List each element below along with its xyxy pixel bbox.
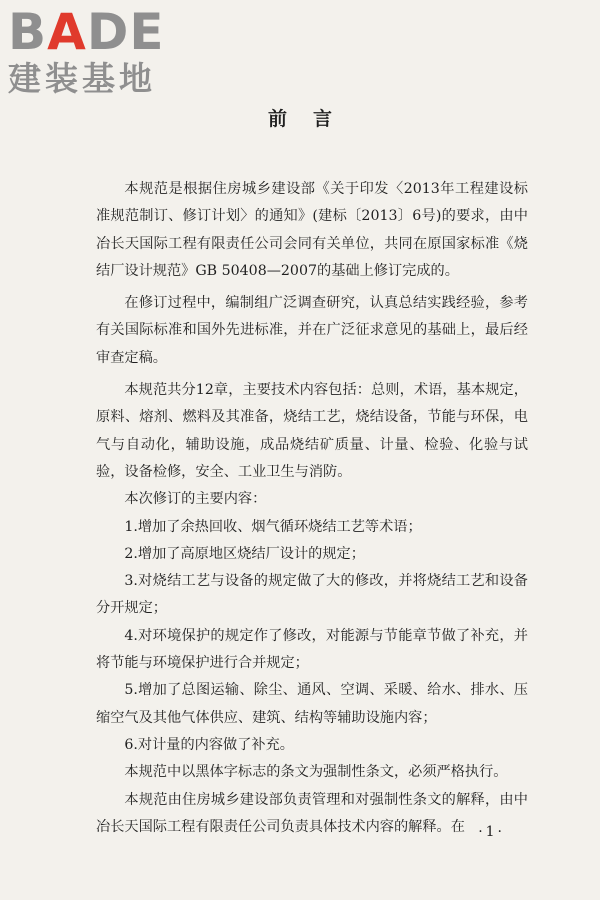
list-item: 6.对计量的内容做了补充。 bbox=[124, 736, 294, 753]
page-title: 前言 bbox=[267, 108, 358, 130]
paragraph: 本次修订的主要内容： bbox=[124, 491, 267, 508]
logo-letters-de: DE bbox=[86, 3, 165, 61]
list-item: 4.对环境保护的规定作了修改，对能源与节能章节做了补充，并将节能与环境保护进行合并规定； bbox=[96, 627, 528, 672]
list-item: 1.增加了余热回收、烟气循环烧结工艺等术语； bbox=[124, 518, 422, 535]
logo-letter-a: A bbox=[47, 3, 87, 61]
bade-logo bbox=[8, 3, 178, 98]
logo-wordmark bbox=[8, 3, 178, 61]
logo-letter-b: B bbox=[8, 3, 48, 61]
paragraph: 本规范由住房城乡建设部负责管理和对强制性条文的解释，由中冶长天国际工程有限责任公司负责具体技术内容的解释。在 bbox=[96, 791, 528, 835]
document-body bbox=[96, 176, 528, 841]
paragraph: 本规范是根据住房城乡建设部《关于印发〈2013年工程建设标准规范制订、修订计划〉的通知》(建标〔2013〕6号)的要求，由中冶长天国际工程有限责任公司会同有关单位，共同在原国家标准《烧结厂设计规范》GB 50408—2007的基础上修订完成的。 bbox=[96, 181, 528, 279]
page-number: ·1· bbox=[478, 824, 505, 840]
paragraph: 在修订过程中，编制组广泛调查研究，认真总结实践经验，参考有关国际标准和国外先进标准，并在广泛征求意见的基础上，最后经审查定稿。 bbox=[96, 295, 528, 366]
list-item: 3.对烧结工艺与设备的规定做了大的修改，并将烧结工艺和设备分开规定； bbox=[96, 573, 528, 617]
list-item: 2.增加了高原地区烧结厂设计的规定； bbox=[124, 545, 365, 562]
list-item: 5.增加了总图运输、除尘、通风、空调、采暖、给水、排水、压缩空气及其他气体供应、建筑、结构等辅助设施内容； bbox=[96, 682, 528, 726]
paragraph: 本规范共分12章，主要技术内容包括：总则，术语，基本规定，原料、熔剂、燃料及其准备，烧结工艺，烧结设备，节能与环保，电气与自动化，辅助设施，成品烧结矿质量、计量、检验、化验与试验，设备检修，安全、工业卫生与消防。 bbox=[96, 382, 528, 480]
logo-subtitle: 建装基地 bbox=[8, 59, 156, 98]
paragraph: 本规范中以黑体字标志的条文为强制性条文，必须严格执行。 bbox=[124, 764, 508, 781]
